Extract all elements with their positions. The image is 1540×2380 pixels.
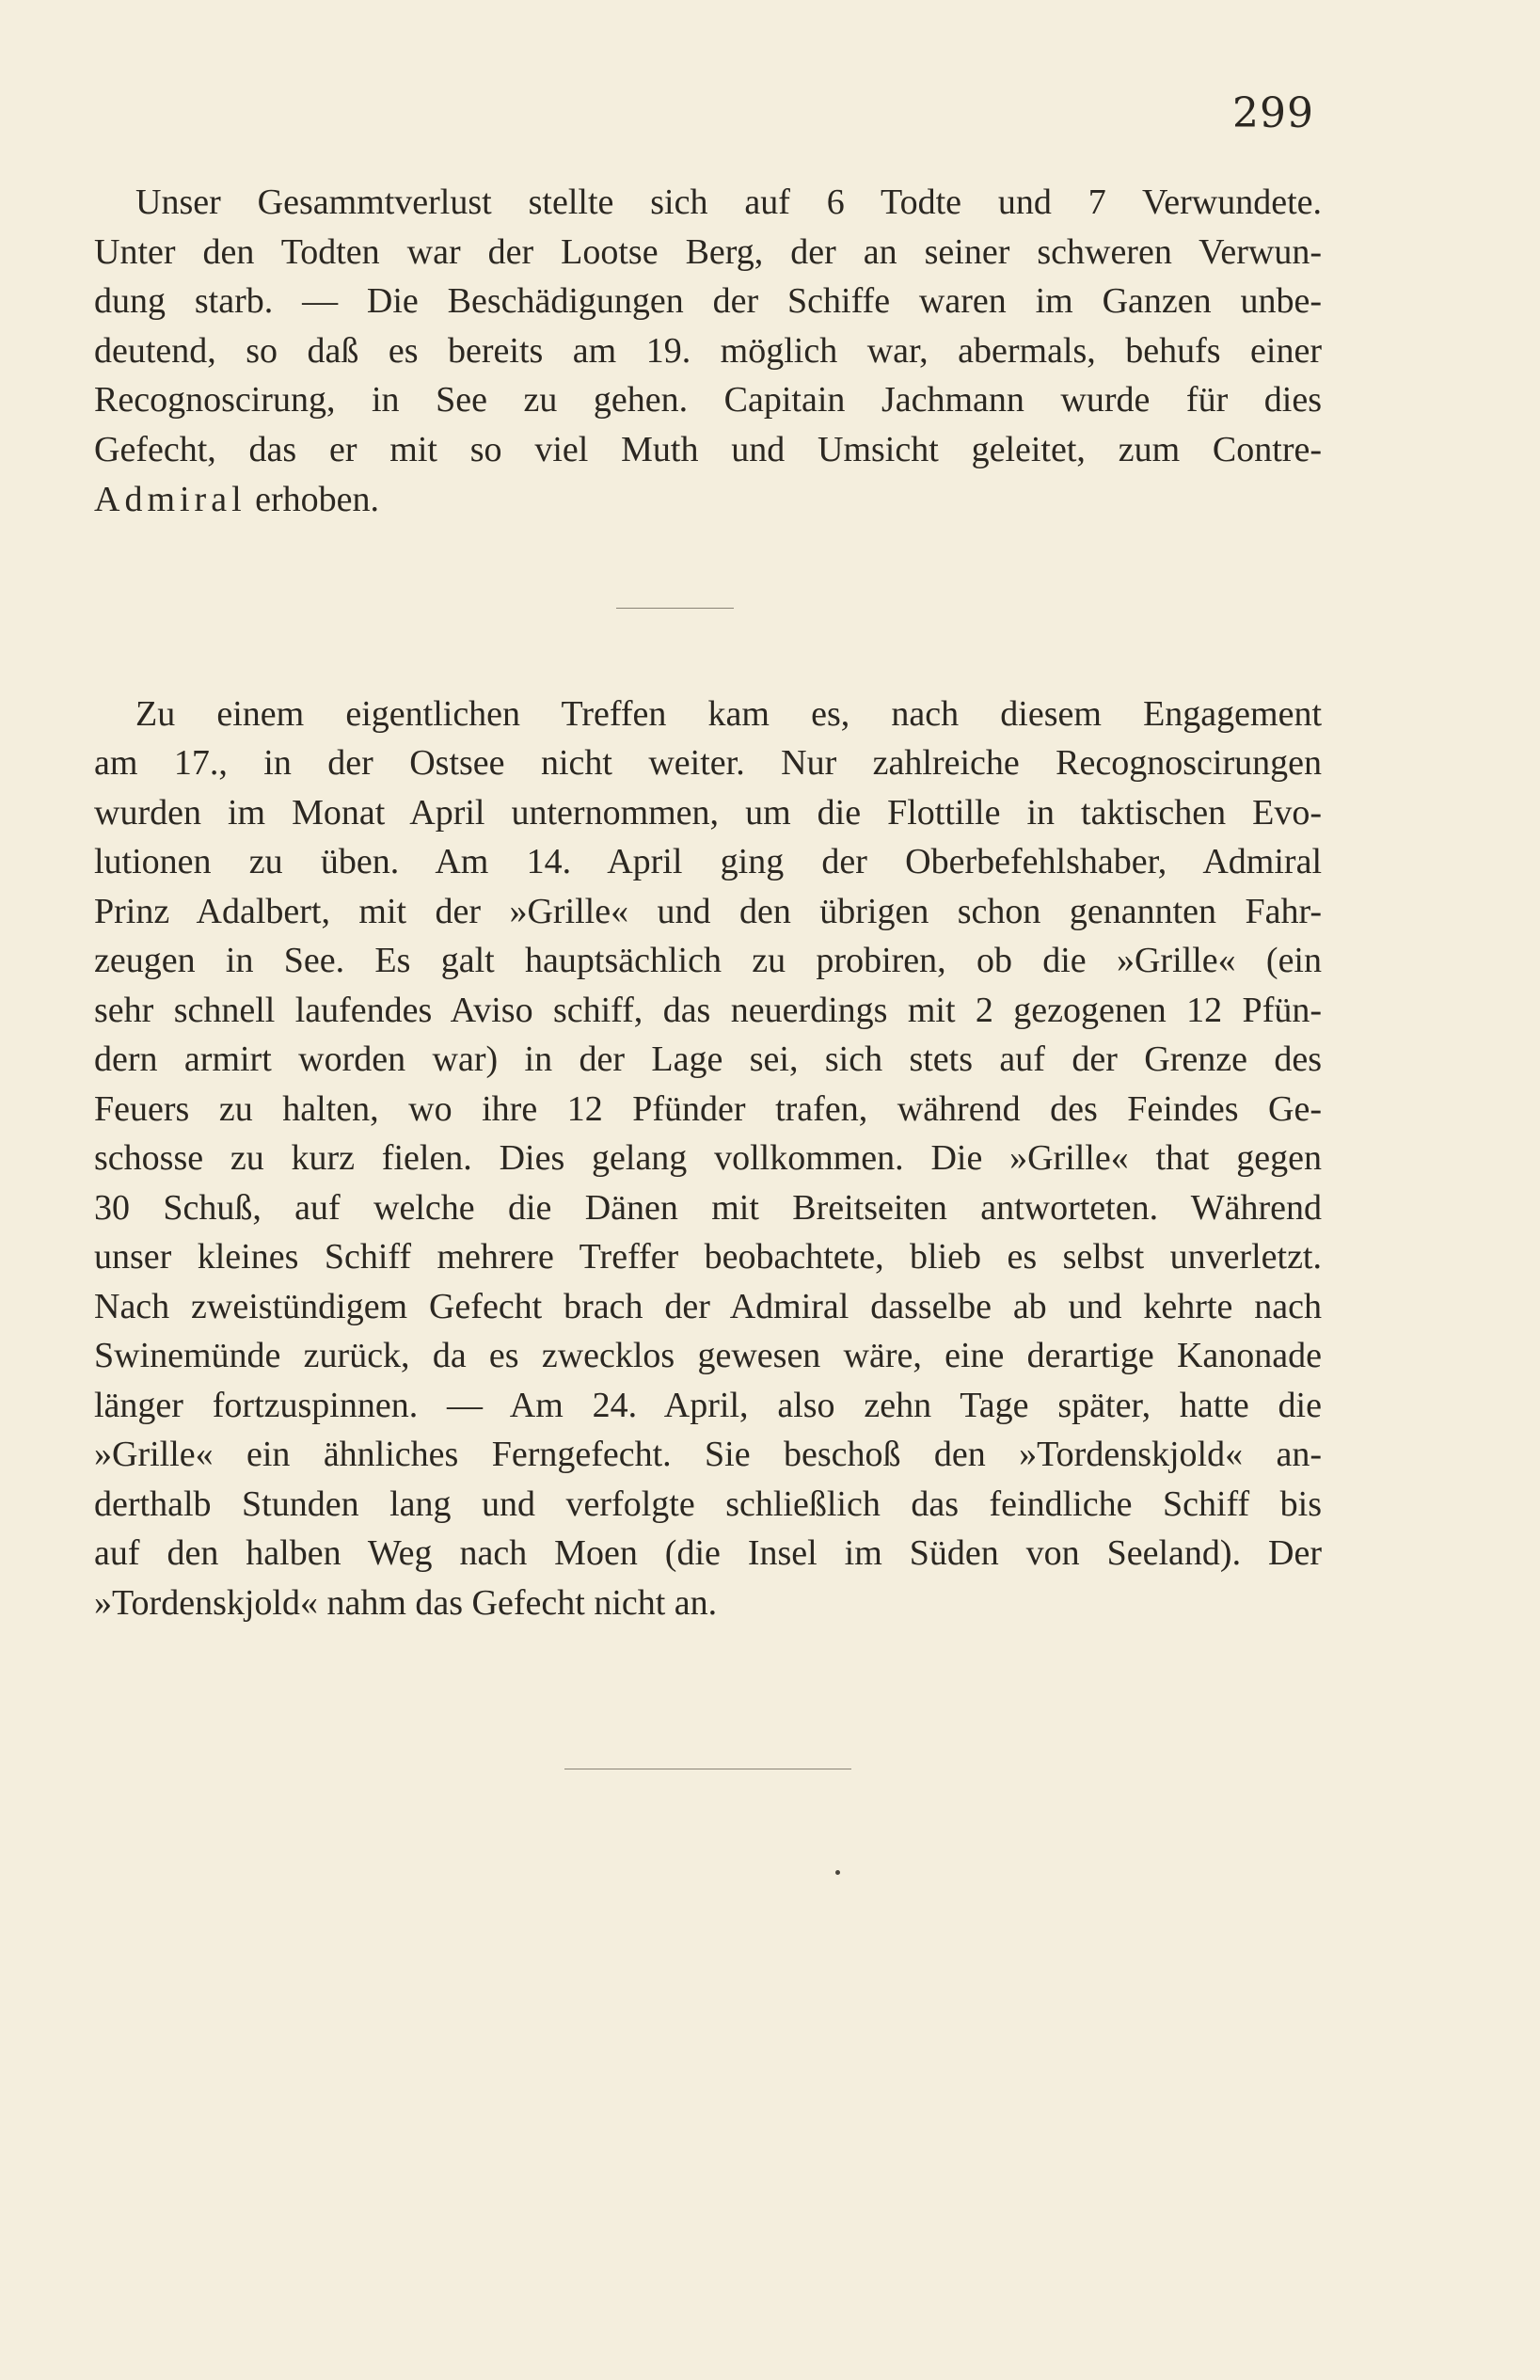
paragraph-1-line-3: dung starb. — Die Beschädigungen der Schiffe waren im Ganzen unbe- xyxy=(94,281,1322,321)
paragraph-2-line-18: auf den halben Weg nach Moen (die Insel im Süden von Seeland). Der xyxy=(94,1533,1322,1573)
paragraph-2-line-2: am 17., in der Ostsee nicht weiter. Nur zahlreiche Recognoscirungen xyxy=(94,743,1322,783)
paragraph-2-line-6: zeugen in See. Es galt hauptsächlich zu probiren, ob die »Grille« (ein xyxy=(94,941,1322,980)
paragraph-1-line-4: deutend, so daß es bereits am 19. möglich war, abermals, behufs einer xyxy=(94,331,1322,371)
paragraph-1-line-6: Gefecht, das er mit so viel Muth und Umsicht geleitet, zum Contre- xyxy=(94,430,1322,469)
paragraph-1-line-7 xyxy=(94,482,1322,517)
paragraph-1-line-1: Unser Gesammtverlust stellte sich auf 6 Todte und 7 Verwundete. xyxy=(135,182,1322,222)
paragraph-2-line-12: unser kleines Schiff mehrere Treffer beobachtete, blieb es selbst unverletzt. xyxy=(94,1237,1322,1277)
page-number: 299 xyxy=(1232,89,1314,137)
paragraph-2-line-5: Prinz Adalbert, mit der »Grille« und den übrigen schon genannten Fahr- xyxy=(94,892,1322,931)
paragraph-2-line-3: wurden im Monat April unternommen, um die Flottille in taktischen Evo- xyxy=(94,793,1322,833)
paragraph-2-line-9: Feuers zu halten, wo ihre 12 Pfünder trafen, während des Feindes Ge- xyxy=(94,1089,1322,1129)
paragraph-1-line-7-rest: erhoben. xyxy=(246,480,380,519)
paragraph-2-line-8: dern armirt worden war) in der Lage sei, sich stets auf der Grenze des xyxy=(94,1039,1322,1079)
paragraph-2-line-13: Nach zweistündigem Gefecht brach der Admiral dasselbe ab und kehrte nach xyxy=(94,1287,1322,1326)
paragraph-2-line-16: »Grille« ein ähnliches Ferngefecht. Sie beschoß den »Tordenskjold« an- xyxy=(94,1435,1322,1474)
paragraph-1-line-2: Unter den Todten war der Lootse Berg, der an seiner schweren Verwun- xyxy=(94,232,1322,272)
ink-speck xyxy=(835,1870,840,1875)
paragraph-2-line-14: Swinemünde zurück, da es zwecklos gewesen wäre, eine derartige Kanonade xyxy=(94,1336,1322,1375)
paragraph-1-line-5: Recognoscirung, in See zu gehen. Capitain Jachmann wurde für dies xyxy=(94,380,1322,420)
paragraph-2-line-11: 30 Schuß, auf welche die Dänen mit Breitseiten antworteten. Während xyxy=(94,1188,1322,1228)
paragraph-2-line-17: derthalb Stunden lang und verfolgte schließlich das feindliche Schiff bis xyxy=(94,1484,1322,1524)
paragraph-2-line-7: sehr schnell laufendes Aviso schiff, das neuerdings mit 2 gezogenen 12 Pfün- xyxy=(94,991,1322,1030)
section-divider-short xyxy=(616,608,734,609)
paragraph-2-line-1: Zu einem eigentlichen Treffen kam es, nach diesem Engagement xyxy=(135,694,1322,734)
spaced-word-admiral: Admiral xyxy=(94,480,246,519)
paragraph-2-line-4: lutionen zu üben. Am 14. April ging der Oberbefehlshaber, Admiral xyxy=(94,842,1322,881)
paragraph-2-line-19: »Tordenskjold« nahm das Gefecht nicht an. xyxy=(94,1583,718,1623)
paragraph-2-line-10: schosse zu kurz fielen. Dies gelang vollkommen. Die »Grille« that gegen xyxy=(94,1138,1322,1178)
paragraph-2-line-15: länger fortzuspinnen. — Am 24. April, also zehn Tage später, hatte die xyxy=(94,1386,1322,1425)
